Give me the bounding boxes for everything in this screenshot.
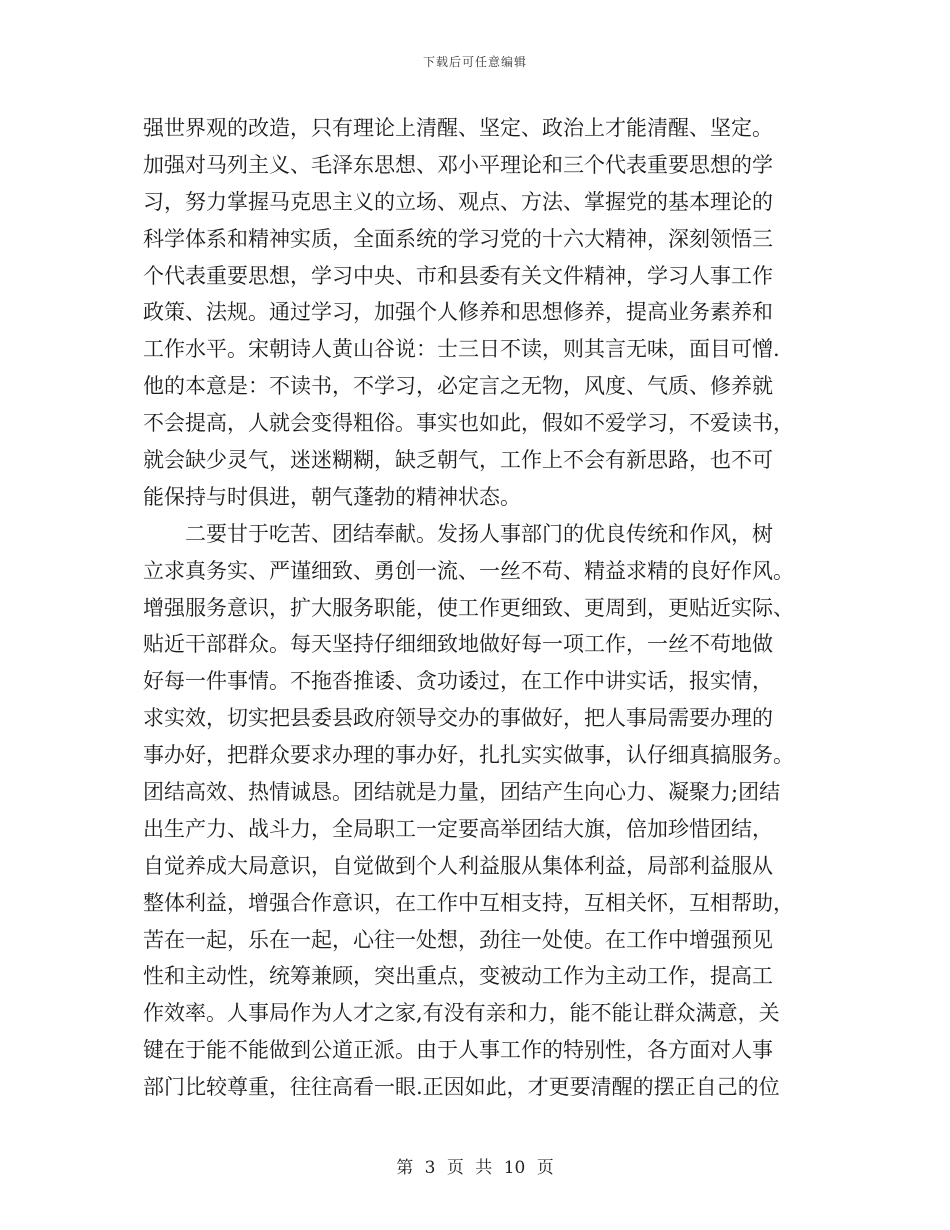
text-line: 个代表重要思想，学习中央、市和县委有关文件精神，学习人事工作: [143, 263, 773, 288]
text-line: 作效率。人事局作为人才之家,有没有亲和力，能不能让群众满意，关: [143, 1001, 780, 1026]
text-line: 好每一件事情。不拖沓推诿、贪功诿过，在工作中讲实话，报实情，: [143, 669, 773, 694]
text-line: 增强服务意识，扩大服务职能，使工作更细致、更周到，更贴近实际、: [143, 595, 794, 620]
text-line: 键在于能不能做到公道正派。由于人事工作的特别性，各方面对人事: [143, 1038, 773, 1063]
text-line: 工作水平。宋朝诗人黄山谷说：士三日不读，则其言无味，面目可憎.: [143, 337, 780, 362]
text-line: 苦在一起，乐在一起，心往一处想，劲往一处使。在工作中增强预见: [143, 927, 773, 952]
text-line: 整体利益，增强合作意识，在工作中互相支持，互相关怀，互相帮助，: [143, 890, 794, 915]
text-line: 立求真务实、严谨细致、勇创一流、一丝不苟、精益求精的良好作风。: [143, 558, 794, 583]
text-line: 习，努力掌握马克思主义的立场、观点、方法、掌握党的基本理论的: [143, 189, 773, 214]
document-body: [143, 110, 808, 1106]
text-line: 就会缺少灵气，迷迷糊糊，缺乏朝气，工作上不会有新思路，也不可: [143, 448, 773, 473]
text-line: 出生产力、战斗力，全局职工一定要高举团结大旗，倍加珍惜团结，: [143, 816, 773, 841]
text-line: 二要甘于吃苦、团结奉献。发扬人事部门的优良传统和作风，树: [143, 521, 773, 546]
text-line: 加强对马列主义、毛泽东思想、邓小平理论和三个代表重要思想的学: [143, 152, 773, 177]
text-line: 政策、法规。通过学习，加强个人修养和思想修养，提高业务素养和: [143, 300, 773, 325]
text-line: 强世界观的改造，只有理论上清醒、坚定、政治上才能清醒、坚定。: [143, 116, 773, 140]
text-line: 团结高效、热情诚恳。团结就是力量，团结产生向心力、凝聚力;团结: [143, 780, 781, 805]
text-line: 求实效，切实把县委县政府领导交办的事做好，把人事局需要办理的: [143, 706, 773, 731]
text-line: 科学体系和精神实质，全面系统的学习党的十六大精神，深刻领悟三: [143, 226, 773, 251]
text-line: 不会提高，人就会变得粗俗。事实也如此，假如不爱学习，不爱读书，: [143, 411, 794, 436]
page-header: 下载后可任意编辑: [422, 55, 527, 69]
page-number-footer: 第 3 页 共 10 页: [396, 1158, 554, 1178]
text-line: 贴近干部群众。每天坚持仔细细致地做好每一项工作，一丝不苟地做: [143, 632, 773, 657]
text-line: 性和主动性，统筹兼顾，突出重点，变被动工作为主动工作，提高工: [143, 964, 773, 989]
text-line: 自觉养成大局意识，自觉做到个人利益服从集体利益，局部利益服从: [143, 853, 773, 878]
text-line: 他的本意是：不读书，不学习，必定言之无物，风度、气质、修养就: [143, 374, 773, 399]
text-line: 能保持与时俱进，朝气蓬勃的精神状态。: [143, 484, 521, 509]
text-line: 事办好，把群众要求办理的事办好，扎扎实实做事，认仔细真搞服务。: [143, 743, 794, 768]
text-line: 部门比较尊重，往往高看一眼.正因如此，才更要清醒的摆正自己的位: [143, 1075, 780, 1100]
